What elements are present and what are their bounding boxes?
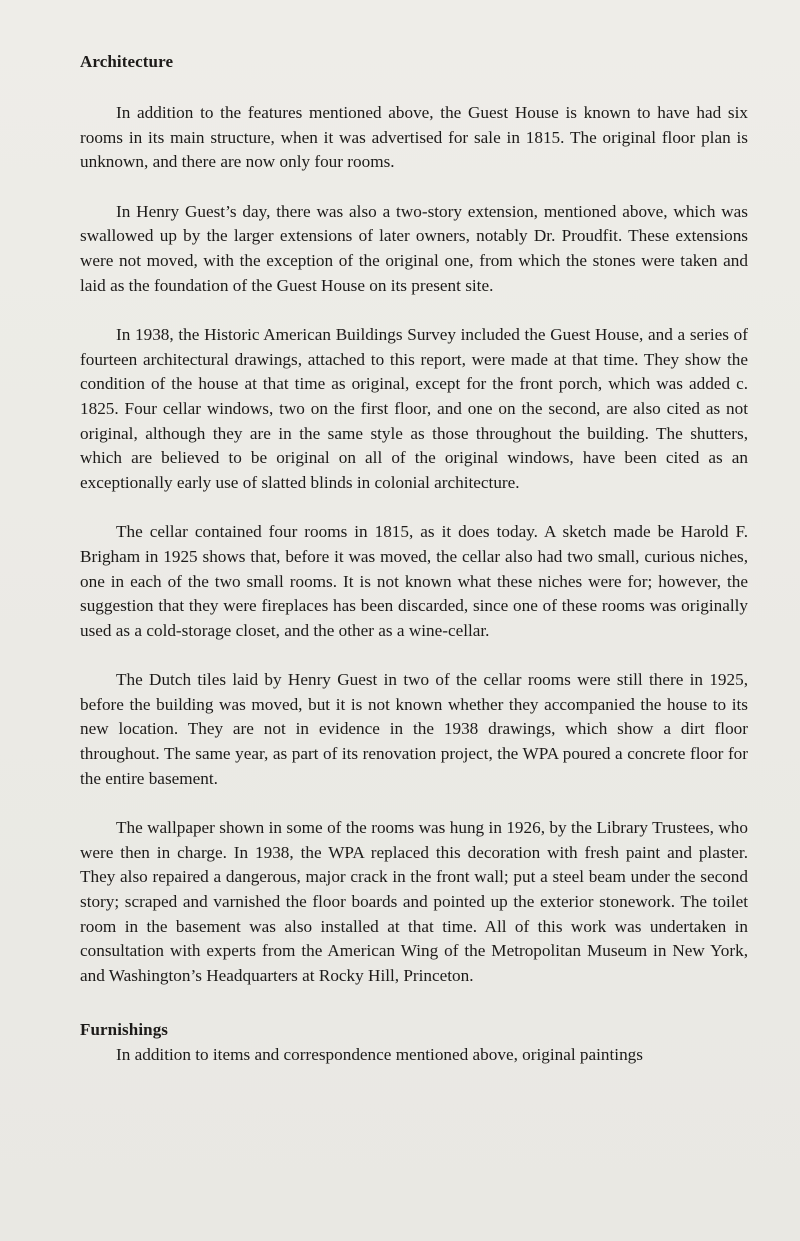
section-heading-furnishings: Furnishings — [80, 1020, 169, 1040]
section-heading-architecture: Architecture — [80, 52, 174, 71]
paragraph: In 1938, the Historic American Buildings Survey included the Guest House, and a series of fourteen architectural drawings, attached to this report, were made at that time. They show the condition of the house at that time as original, except for the front porch, which was added c. 1825. Four cellar windows, two on the first floor, and one on the second, are also cited as not original, although they are in the same style as those throughout the building. The shutters, which are believed to be original on all of the original windows, have been cited as an exceptionally early use of slatted blinds in colonial architecture. — [80, 325, 748, 492]
paragraph: In addition to items and correspondence mentioned above, original paintings — [116, 1045, 643, 1065]
paragraph: In addition to the features mentioned above, the Guest House is known to have had six rooms in its main structure, when it was advertised for sale in 1815. The original floor plan is unknown, and there are now only four rooms. — [80, 103, 748, 172]
paragraph: The cellar contained four rooms in 1815, as it does today. A sketch made be Harold F. Brigham in 1925 shows that, before it was moved, the cellar also had two small, curious niches, one in each of the two small rooms. It is not known what these niches were for; however, the suggestion that they were fireplaces has been discarded, since one of these rooms was originally used as a cold-storage closet, and the other as a wine-cellar. — [80, 522, 748, 640]
paragraph: The Dutch tiles laid by Henry Guest in two of the cellar rooms were still there in 1925, before the building was moved, but it is not known whether they accompanied the house to its new location. They are not in evidence in the 1938 drawings, which show a dirt floor throughout. The same year, as part of its renovation project, the WPA poured a concrete floor for the entire basement. — [80, 670, 748, 788]
paragraph: In Henry Guest’s day, there was also a two-story extension, mentioned above, which was swallowed up by the larger extensions of later owners, notably Dr. Proudfit. These extensions were not moved, with the exception of the original one, from which the stones were taken and laid as the foundation of the Guest House on its present site. — [80, 201, 748, 295]
page-content — [80, 50, 748, 1068]
paragraph: The wallpaper shown in some of the rooms was hung in 1926, by the Library Trustees, who were then in charge. In 1938, the WPA replaced this decoration with fresh paint and plaster. They also repaired a dangerous, major crack in the front wall; put a steel beam under the second story; scraped and varnished the floor boards and pointed up the exterior stonework. The toilet room in the basement was also installed at that time. All of this work was undertaken in consultation with experts from the American Wing of the Metropolitan Museum in New York, and Washington’s Headquarters at Rocky Hill, Princeton. — [80, 818, 748, 985]
